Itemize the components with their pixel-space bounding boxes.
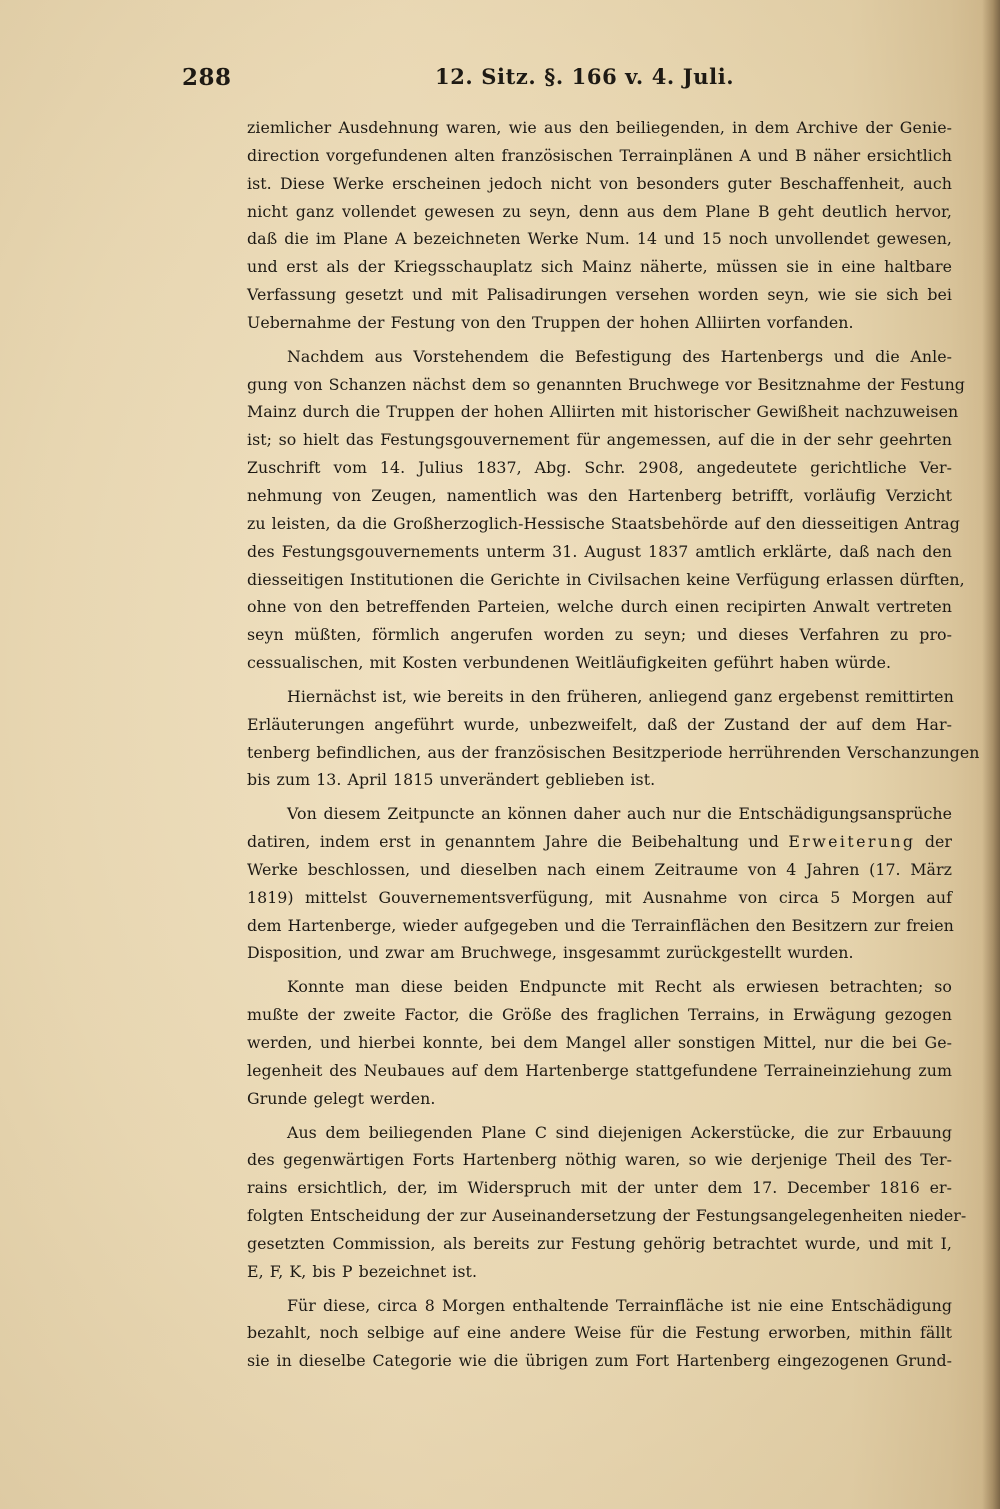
- text-line: Zuschrift vom 14. Julius 1837, Abg. Schr. 2908, angedeutete gerichtliche Ver-: [247, 458, 952, 478]
- text-line: nehmung von Zeugen, namentlich was den Hartenberg betrifft, vorläufig Verzicht: [247, 485, 952, 505]
- text-line: daß die im Plane A bezeichneten Werke Num. 14 und 15 noch unvollendet gewesen,: [247, 229, 952, 249]
- header-title: 12. Sitz. §. 166 v. 4. Juli.: [435, 64, 735, 89]
- text-line: des Festungsgouvernements unterm 31. August 1837 amtlich erklärte, daß nach den: [247, 541, 952, 561]
- text-line: diesseitigen Institutionen die Gerichte in Civilsachen keine Verfügung erlassen dürften,: [247, 569, 965, 589]
- text-line: nicht ganz vollendet gewesen zu seyn, denn aus dem Plane B geht deutlich hervor,: [247, 201, 952, 221]
- text-line: seyn müßten, förmlich angerufen worden zu seyn; und dieses Verfahren zu pro-: [247, 625, 952, 645]
- paragraph-7: [247, 1292, 952, 1376]
- text-line: Hiernächst ist, wie bereits in den früheren, anliegend ganz ergebenst remittirten: [287, 686, 954, 706]
- text-line: mußte der zweite Factor, die Größe des fraglichen Terrains, in Erwägung gezogen: [247, 1005, 952, 1025]
- text-line: dem Hartenberge, wieder aufgegeben und die Terrainflächen den Besitzern zur freien: [247, 915, 954, 935]
- text-line: Aus dem beiliegenden Plane C sind diejenigen Ackerstücke, die zur Erbauung: [287, 1122, 952, 1142]
- running-head: [182, 64, 952, 104]
- text-line: tenberg befindlichen, aus der französischen Besitzperiode herrührenden Verschanzungen: [247, 742, 980, 762]
- text-line: ist; so hielt das Festungsgouvernement für angemessen, auf die in der sehr geehrten: [247, 430, 952, 450]
- text-line: Grunde gelegt werden.: [247, 1088, 436, 1108]
- text-line: Werke beschlossen, und dieselben nach einem Zeitraume von 4 Jahren (17. März: [247, 859, 952, 879]
- text-line: bis zum 13. April 1815 unverändert geblieben ist.: [247, 770, 656, 790]
- text-line: Für diese, circa 8 Morgen enthaltende Terrainfläche ist nie eine Entschädigung: [287, 1295, 952, 1315]
- paragraph-3: [247, 683, 980, 794]
- paragraph-5: [247, 973, 952, 1112]
- text-line: Verfassung gesetzt und mit Palisadirungen versehen worden seyn, wie sie sich bei: [247, 285, 952, 305]
- text-line: Erläuterungen angeführt wurde, unbezweifelt, daß der Zustand der auf dem Har-: [247, 714, 952, 734]
- text-line: werden, und hierbei konnte, bei dem Mangel aller sonstigen Mittel, nur die bei Ge-: [247, 1033, 952, 1052]
- page-number: 288: [182, 64, 232, 91]
- text-body: [247, 114, 980, 1375]
- text-line: zu leisten, da die Großherzoglich-Hessische Staatsbehörde auf den diesseitigen Antrag: [247, 513, 960, 533]
- text-line: ist. Diese Werke erscheinen jedoch nicht von besonders guter Beschaffenheit, auch: [247, 173, 952, 193]
- text-line: des gegenwärtigen Forts Hartenberg nöthig waren, so wie derjenige Theil des Ter-: [247, 1150, 952, 1170]
- text-line: Uebernahme der Festung von den Truppen der hohen Alliirten vorfanden.: [247, 312, 854, 332]
- text-line: direction vorgefundenen alten französischen Terrainplänen A und B näher ersichtlich: [247, 145, 952, 165]
- text-line: sie in dieselbe Categorie wie die übrigen zum Fort Hartenberg eingezogenen Grund-: [247, 1351, 952, 1371]
- text-line: ziemlicher Ausdehnung waren, wie aus den beiliegenden, in dem Archive der Genie-: [247, 118, 952, 137]
- text-line: folgten Entscheidung der zur Auseinandersetzung der Festungsangelegenheiten nieder-: [247, 1206, 967, 1226]
- paragraph-2: [247, 343, 965, 677]
- text-line: legenheit des Neubaues auf dem Hartenberge stattgefundene Terraineinziehung zum: [247, 1060, 952, 1080]
- text-line: Nachdem aus Vorstehendem die Befestigung des Hartenbergs und die Anle-: [287, 346, 952, 366]
- text-line: gesetzten Commission, als bereits zur Festung gehörig betrachtet wurde, und mit I,: [247, 1233, 952, 1253]
- paragraph-6: [247, 1119, 967, 1286]
- text-line: 1819) mittelst Gouvernementsverfügung, mit Ausnahme von circa 5 Morgen auf: [247, 887, 952, 907]
- text-line: E, F, K, bis P bezeichnet ist.: [247, 1261, 478, 1281]
- text-line: Von diesem Zeitpuncte an können daher auch nur die Entschädigungsansprüche: [287, 804, 952, 824]
- text-line: Disposition, und zwar am Bruchwege, insgesammt zurückgestellt wurden.: [247, 943, 854, 963]
- text-line: datiren, indem erst in genanntem Jahre die Beibehaltung und Erweiterung der: [247, 832, 953, 852]
- text-line: cessualischen, mit Kosten verbundenen Weitläufigkeiten geführt haben würde.: [247, 653, 892, 673]
- text-line: ohne von den betreffenden Parteien, welche durch einen recipirten Anwalt vertreten: [247, 597, 952, 617]
- text-line: bezahlt, noch selbige auf eine andere Weise für die Festung erworben, mithin fällt: [247, 1323, 952, 1343]
- text-line: gung von Schanzen nächst dem so genannten Bruchwege vor Besitznahme der Festung: [247, 374, 965, 394]
- emphasized-word: Erweiterung: [788, 832, 916, 852]
- text-line: rains ersichtlich, der, im Widerspruch mit der unter dem 17. December 1816 er-: [247, 1178, 952, 1198]
- page-edge-shadow: [982, 0, 1000, 1509]
- paragraph-4: [247, 800, 952, 967]
- text-line: Konnte man diese beiden Endpuncte mit Recht als erwiesen betrachten; so: [287, 977, 952, 997]
- paragraph-1: [247, 114, 952, 337]
- text-line: Mainz durch die Truppen der hohen Alliirten mit historischer Gewißheit nachzuweisen: [247, 402, 959, 422]
- text-line: und erst als der Kriegsschauplatz sich Mainz näherte, müssen sie in eine haltbare: [247, 257, 952, 277]
